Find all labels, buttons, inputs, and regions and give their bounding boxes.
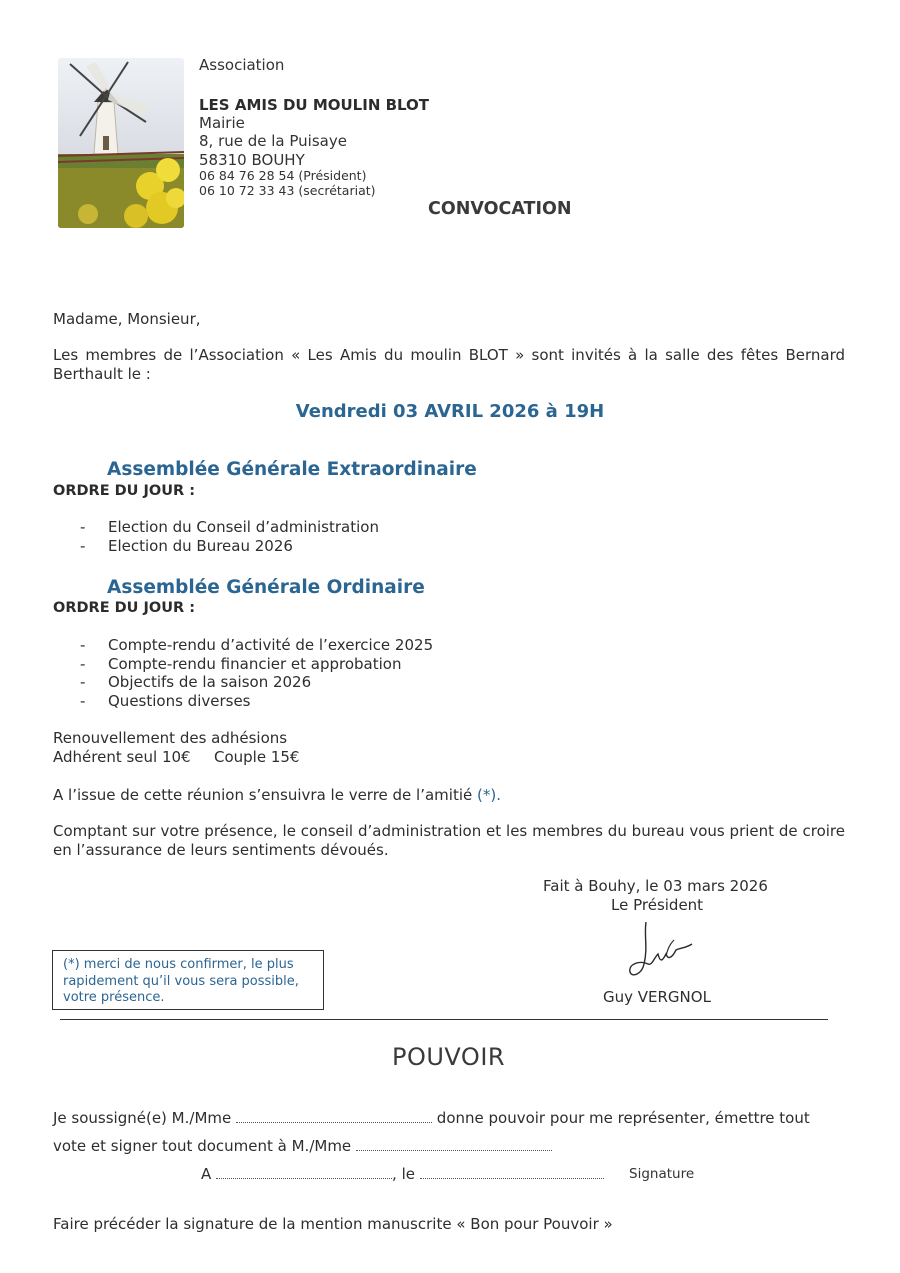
age-agenda-list: [80, 518, 379, 555]
meeting-date: Vendredi 03 AVRIL 2026 à 19H: [295, 401, 605, 422]
ago-title: Assemblée Générale Ordinaire: [107, 577, 425, 598]
proxy-title: POUVOIR: [392, 1043, 506, 1071]
place-date: Fait à Bouhy, le 03 mars 2026: [543, 877, 768, 895]
fee-couple: Couple 15€: [214, 748, 300, 766]
signature-label: Signature: [629, 1166, 695, 1182]
age-odj-label: ORDRE DU JOUR :: [53, 483, 196, 499]
asterisk-note-ref: (*).: [477, 786, 502, 804]
list-item: - Objectifs de la saison 2026: [80, 673, 312, 691]
list-item: - Election du Conseil d’administration: [80, 518, 379, 536]
signer-name: Guy VERGNOL: [603, 988, 711, 1006]
president-role: Le Président: [611, 896, 704, 914]
list-item: - Election du Bureau 2026: [80, 536, 293, 555]
aperitif-line: A l’issue de cette réunion s’ensuivra le verre de l’amitié (*).: [53, 786, 502, 804]
grantor-name-field[interactable]: [236, 1110, 432, 1123]
phone-president: 06 84 76 28 54 (Président): [199, 168, 367, 183]
proxy-line2: vote et signer tout document à M./Mme: [53, 1137, 552, 1155]
proxy-line1: Je soussigné(e) M./Mme donne pouvoir pour me représenter, émettre tout: [53, 1109, 810, 1127]
age-title: Assemblée Générale Extraordinaire: [107, 459, 477, 480]
ago-agenda-list: [80, 636, 433, 710]
invitation-text: Les membres de l’Association « Les Amis du moulin BLOT » sont invités à la salle des fêtes Bernard Berthault le :: [53, 346, 845, 383]
address-line1: Mairie: [199, 114, 245, 132]
fee-single: Adhérent seul 10€: [53, 748, 191, 766]
salutation: Madame, Monsieur,: [53, 310, 201, 328]
list-item: - Compte-rendu d’activité de l’exercice 2025: [80, 636, 434, 654]
phone-secretariat: 06 10 72 33 43 (secrétariat): [199, 183, 376, 198]
association-label: Association: [199, 56, 285, 74]
org-name: LES AMIS DU MOULIN BLOT: [199, 96, 430, 114]
list-item: - Compte-rendu financier et approbation: [80, 654, 402, 673]
confirmation-note-text: (*) merci de nous confirmer, le plus rapidement qu’il vous sera possible, votre présence.: [63, 957, 299, 1005]
windmill-photo: [58, 58, 184, 228]
confirmation-note-box: [52, 950, 324, 1010]
doc-title: CONVOCATION: [428, 199, 572, 219]
list-item: - Questions diverses: [80, 691, 251, 710]
fees-title: Renouvellement des adhésions: [53, 729, 288, 747]
proxy-line3: A , le: [201, 1165, 604, 1183]
handwritten-signature: [622, 918, 702, 984]
proxy-holder-name-field[interactable]: [356, 1138, 552, 1151]
proxy-footer: Faire précéder la signature de la mention manuscrite « Bon pour Pouvoir »: [53, 1215, 613, 1233]
address-line2: 8, rue de la Puisaye: [199, 132, 347, 150]
address-line3: 58310 BOUHY: [199, 151, 305, 169]
regards-text: Comptant sur votre présence, le conseil d’administration et les membres du bureau vous prient de croire en l’assurance de leurs sentiments dévoués.: [53, 822, 845, 859]
section-divider: [60, 1019, 828, 1020]
place-field[interactable]: [216, 1166, 392, 1179]
ago-odj-label: ORDRE DU JOUR :: [53, 600, 196, 616]
date-field[interactable]: [420, 1166, 604, 1179]
